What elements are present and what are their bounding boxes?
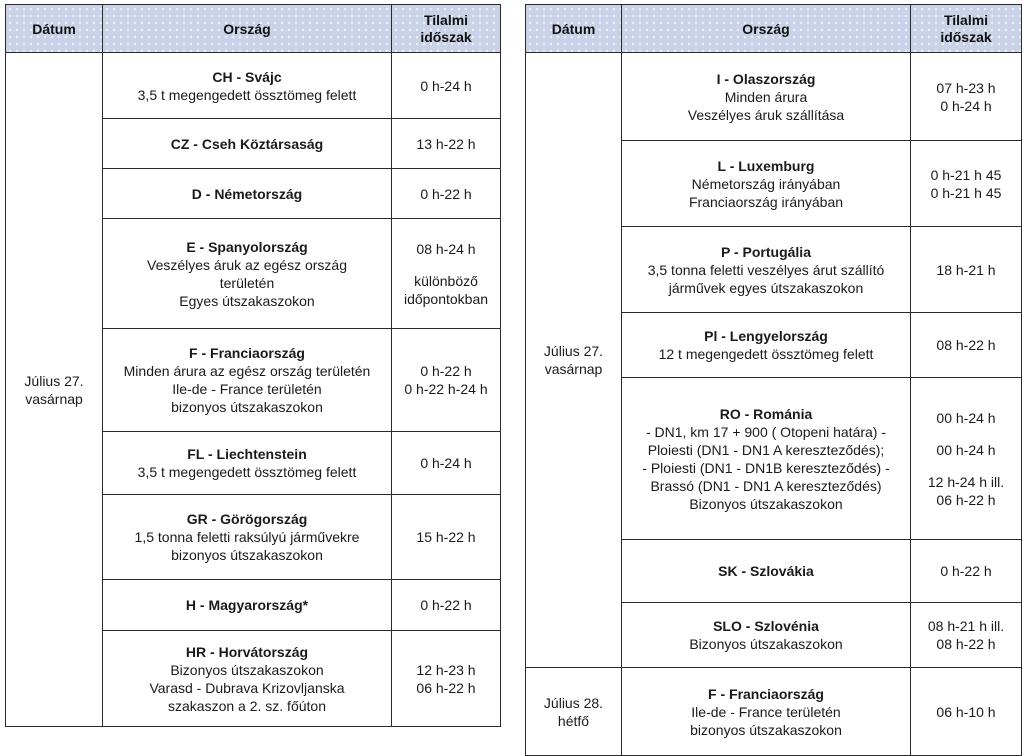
country-detail: Ploiesti (DN1 - DN1 A kereszteződés); <box>647 441 885 458</box>
period-cell <box>392 53 501 119</box>
country-name: HR - Horvátország <box>185 643 309 660</box>
country-detail: Minden árura <box>724 88 808 105</box>
period-cell <box>911 141 1022 227</box>
period-value: 06 h-22 h <box>936 491 996 508</box>
period-value: 06 h-10 h <box>936 703 996 720</box>
country-detail: - Ploiesti (DN1 - DN1B kereszteződés) - <box>642 459 890 476</box>
country-detail: bizonyos útszakaszokon <box>171 547 323 563</box>
country-name: L - Luxemburg <box>717 157 815 174</box>
country-detail: járművek egyes útszakaszokon <box>668 279 864 296</box>
country-cell <box>622 313 911 378</box>
country-cell <box>103 329 392 432</box>
right-header-row <box>526 5 1022 53</box>
period-value: 08 h-21 h ill. <box>927 618 1005 634</box>
country-cell <box>103 432 392 495</box>
country-detail: 1,5 tonna feletti raksúlyú járművekre <box>134 529 360 545</box>
period-value: 07 h-23 h <box>936 79 996 96</box>
date-cell <box>6 53 103 727</box>
country-name: CZ - Cseh Köztársaság <box>170 135 324 152</box>
period-value: 15 h-22 h <box>416 529 476 545</box>
country-name: FL - Liechtenstein <box>187 446 307 462</box>
table-row <box>526 668 1022 756</box>
period-value: 00 h-24 h <box>936 409 996 426</box>
country-detail: Egyes útszakaszokon <box>179 292 315 309</box>
country-cell <box>103 495 392 580</box>
period-cell <box>911 540 1022 603</box>
date-line: Július 28. <box>543 694 604 711</box>
date-cell <box>526 53 622 668</box>
country-name: H - Magyarország* <box>185 597 309 613</box>
country-name: D - Németország <box>191 185 303 202</box>
country-detail: szakaszon a 2. sz. főúton <box>168 697 326 714</box>
date-line: vasárnap <box>25 390 83 407</box>
period-value: 08 h-24 h <box>416 240 476 257</box>
country-detail: Bizonyos útszakaszokon <box>170 661 324 678</box>
header-date <box>6 5 103 53</box>
country-detail: területén <box>219 274 275 291</box>
period-cell <box>911 378 1022 540</box>
period-value: 0 h-22 h <box>420 363 472 379</box>
country-detail: bizonyos útszakaszokon <box>690 721 842 738</box>
period-value: 08 h-22 h <box>936 337 996 353</box>
header-date-text: Dátum <box>551 20 596 37</box>
date-line: hétfő <box>557 712 590 729</box>
period-value: 0 h-22 h-24 h <box>404 381 488 397</box>
country-detail: Ile-de - France területén <box>172 381 322 397</box>
country-cell <box>622 141 911 227</box>
period-value: 06 h-22 h <box>416 679 476 696</box>
period-value: 00 h-24 h <box>936 441 996 458</box>
header-country-text: Ország <box>742 20 790 37</box>
period-cell <box>911 603 1022 668</box>
table-row <box>526 53 1022 141</box>
country-detail: Franciaország irányában <box>688 193 844 210</box>
date-cell <box>526 668 622 756</box>
period-value <box>915 459 1017 473</box>
country-name: SK - Szlovákia <box>718 563 814 579</box>
country-cell <box>103 169 392 219</box>
period-cell <box>911 668 1022 756</box>
country-detail: 3,5 tonna feletti veszélyes árut szállító <box>647 261 885 278</box>
period-cell <box>392 119 501 169</box>
header-date-text: Dátum <box>32 20 76 37</box>
period-value <box>396 258 496 272</box>
country-name: P - Portugália <box>721 243 811 260</box>
country-detail: 3,5 t megengedett össztömeg felett <box>137 464 357 480</box>
country-detail: Veszélyes áruk az egész ország <box>147 256 347 273</box>
period-cell <box>392 580 501 631</box>
header-country <box>103 5 392 53</box>
period-value: 0 h-24 h <box>940 97 992 114</box>
left-header-row <box>6 5 501 53</box>
country-cell <box>622 540 911 603</box>
period-cell <box>911 53 1022 141</box>
period-cell <box>392 495 501 580</box>
period-cell <box>392 432 501 495</box>
period-cell <box>392 631 501 727</box>
period-value: 0 h-22 h <box>940 563 992 579</box>
period-value: 18 h-21 h <box>936 261 996 278</box>
header-date <box>526 5 622 53</box>
country-name: F - Franciaország <box>708 685 824 702</box>
country-cell <box>622 53 911 141</box>
country-cell <box>622 378 911 540</box>
country-name: F - Franciaország <box>189 345 305 361</box>
header-period-text: Tilalmi időszak <box>420 11 472 45</box>
left-ban-table <box>5 4 501 727</box>
header-country-text: Ország <box>223 20 271 37</box>
country-detail: 3,5 t megengedett össztömeg felett <box>137 86 357 103</box>
country-cell <box>103 580 392 631</box>
period-value: 0 h-21 h 45 <box>930 184 1002 201</box>
country-detail: Brassó (DN1 - DN1 A kereszteződés) <box>650 477 882 494</box>
country-name: SLO - Szlovénia <box>713 618 819 634</box>
country-detail: Ile-de - France területén <box>691 703 841 720</box>
period-cell <box>392 329 501 432</box>
header-period <box>392 5 501 53</box>
table-row <box>6 53 501 119</box>
country-cell <box>103 53 392 119</box>
right-ban-table <box>525 4 1022 756</box>
country-detail: Németország irányában <box>691 175 841 192</box>
country-name: E - Spanyolország <box>186 238 308 255</box>
country-name: RO - Románia <box>719 405 813 422</box>
country-detail: Bizonyos útszakaszokon <box>689 636 843 652</box>
period-cell <box>911 227 1022 313</box>
date-line: Július 27. <box>24 372 84 389</box>
country-name: GR - Görögország <box>186 511 308 527</box>
period-value: 13 h-22 h <box>416 135 476 152</box>
country-detail: Minden árura az egész ország területén <box>123 363 371 379</box>
country-name: I - Olaszország <box>716 70 816 87</box>
header-period-text: Tilalmi időszak <box>940 11 992 45</box>
country-cell <box>622 668 911 756</box>
country-cell <box>103 631 392 727</box>
country-cell <box>103 219 392 329</box>
period-value: 08 h-22 h <box>936 636 996 652</box>
country-cell <box>622 227 911 313</box>
country-detail: Varasd - Dubrava Krizovljanska <box>149 679 345 696</box>
period-cell <box>911 313 1022 378</box>
period-value <box>915 427 1017 441</box>
period-value: 12 h-24 h ill. <box>927 473 1005 490</box>
period-value: időpontokban <box>403 290 489 307</box>
country-detail: 12 t megengedett össztömeg felett <box>658 346 874 362</box>
country-cell <box>103 119 392 169</box>
period-value: 0 h-22 h <box>420 185 472 202</box>
country-detail: bizonyos útszakaszokon <box>171 399 323 415</box>
period-value: különböző <box>414 272 478 289</box>
period-value: 12 h-23 h <box>416 661 476 678</box>
period-cell <box>392 169 501 219</box>
date-line: Július 27. <box>543 343 604 359</box>
header-period <box>911 5 1022 53</box>
country-name: CH - Svájc <box>212 68 282 85</box>
period-value: 0 h-24 h <box>420 455 472 471</box>
period-value: 0 h-21 h 45 <box>930 166 1002 183</box>
period-value: 0 h-22 h <box>420 597 472 613</box>
country-detail: Veszélyes áruk szállítása <box>687 106 845 123</box>
country-cell <box>622 603 911 668</box>
country-name: Pl - Lengyelország <box>704 328 828 344</box>
header-country <box>622 5 911 53</box>
country-detail: - DN1, km 17 + 900 ( Otopeni határa) - <box>645 423 887 440</box>
country-detail: Bizonyos útszakaszokon <box>689 495 843 512</box>
period-cell <box>392 219 501 329</box>
period-value: 0 h-24 h <box>420 77 472 94</box>
date-line: vasárnap <box>544 361 603 377</box>
